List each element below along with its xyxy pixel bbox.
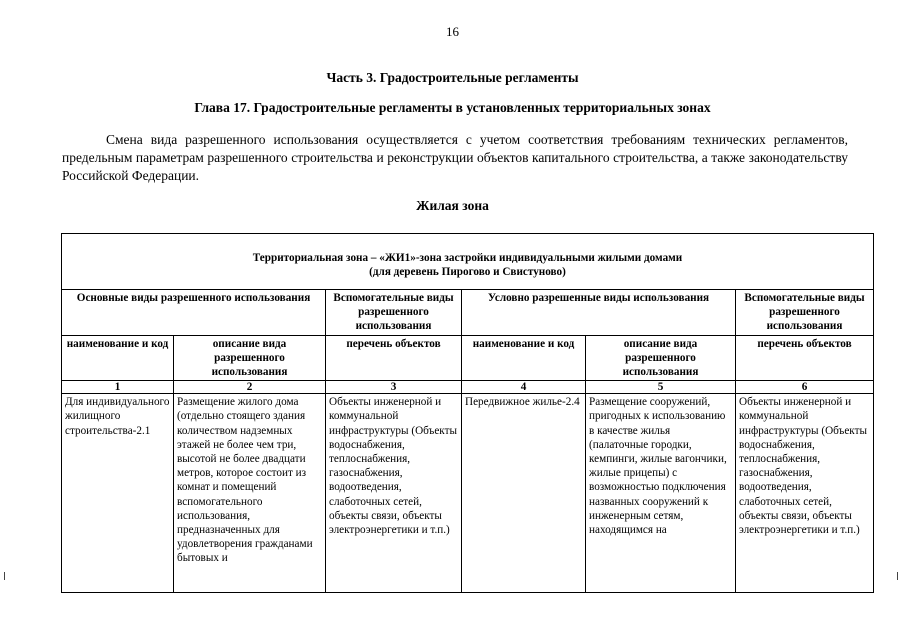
column-number: 1 (62, 381, 174, 394)
table-row (62, 394, 874, 593)
column-number: 2 (174, 381, 326, 394)
header-auxiliary-uses: Вспомогательные виды разрешенного использования (326, 290, 462, 336)
column-number: 6 (736, 381, 874, 394)
cell-main-use-description: Размещение жилого дома (отдельно стоящего здания количеством надземных этажей не более чем три, высотой не более двадцати метров, которое состоит из комнат и помещений вспомогательного использования, предназначенных для удовлетворения гражданами бытовых и (174, 394, 326, 593)
column-number: 3 (326, 381, 462, 394)
header-conditional-auxiliary-uses: Вспомогательные виды разрешенного использования (736, 290, 874, 336)
zone-title-row (62, 234, 874, 290)
subheader-description: описание вида разрешенного использования (174, 335, 326, 381)
group-header-row (62, 290, 874, 336)
zone-heading: Жилая зона (416, 198, 489, 213)
cell-conditional-use-description: Размещение сооружений, пригодных к использованию в качестве жилья (палаточные городки, кемпинги, жилые вагончики, жилые прицепы) с возможностью подключения названных сооружений к инженерным сетям, находящимся на (586, 394, 736, 593)
chapter-title: Глава 17. Градостроительные регламенты в установленных территориальных зонах (194, 100, 711, 115)
header-main-uses: Основные виды разрешенного использования (62, 290, 326, 336)
column-number: 5 (586, 381, 736, 394)
zone-title-cell (62, 234, 874, 290)
scan-margin-mark (4, 572, 9, 580)
subheader-object-list: перечень объектов (736, 335, 874, 381)
zone-title-line1: Территориальная зона – «ЖИ1»-зона застройки индивидуальными жилыми домами (252, 251, 683, 264)
subheader-object-list: перечень объектов (326, 335, 462, 381)
sub-header-row (62, 335, 874, 381)
scan-margin-mark (897, 572, 902, 580)
regulations-table (61, 233, 874, 593)
cell-conditional-use-name: Передвижное жилье-2.4 (462, 394, 586, 593)
subheader-name-code: наименование и код (462, 335, 586, 381)
intro-paragraph: Смена вида разрешенного использования осуществляется с учетом соответствия требованиям технических регламентов, предельным параметрам разрешенного строительства и реконструкции объектов капитального строительства, а также законодательству Российской Федерации. (62, 132, 848, 183)
cell-main-use-name: Для индивидуального жилищного строительства-2.1 (62, 394, 174, 593)
part-title: Часть 3. Градостроительные регламенты (326, 70, 579, 85)
header-conditional-uses: Условно разрешенные виды использования (462, 290, 736, 336)
zone-title-line2: (для деревень Пирогово и Свистуново) (369, 266, 566, 278)
cell-auxiliary-objects: Объекты инженерной и коммунальной инфраструктуры (Объекты водоснабжения, теплоснабжения, газоснабжения, водоотведения, слаботочных сетей, объекты связи, объекты электроэнергетики и т.п.) (326, 394, 462, 593)
page-number: 16 (446, 24, 459, 39)
column-number: 4 (462, 381, 586, 394)
cell-conditional-auxiliary-objects: Объекты инженерной и коммунальной инфраструктуры (Объекты водоснабжения, теплоснабжения, газоснабжения, водоотведения, слаботочных сетей, объекты связи, объекты электроэнергетики и т.п.) (736, 394, 874, 593)
subheader-description: описание вида разрешенного использования (586, 335, 736, 381)
column-number-row (62, 381, 874, 394)
subheader-name-code: наименование и код (62, 335, 174, 381)
